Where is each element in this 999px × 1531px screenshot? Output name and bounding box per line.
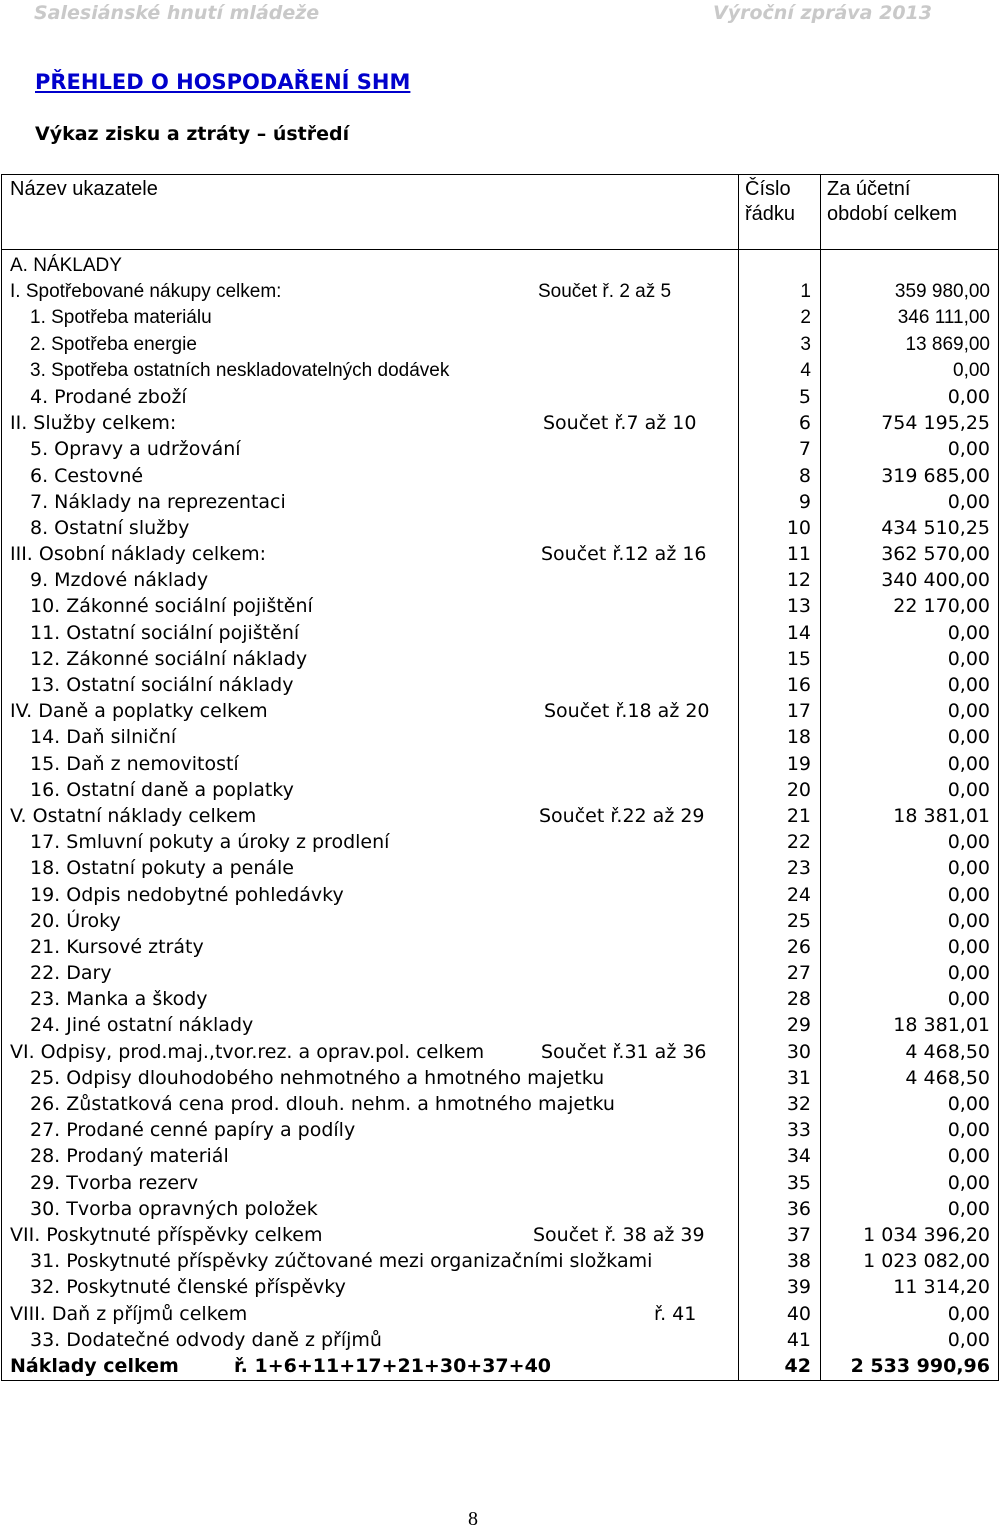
row-number: 33: [786, 1119, 811, 1142]
table-row-name: [2, 384, 738, 410]
row-value: 0,00: [947, 674, 990, 696]
table-row-name: [2, 279, 738, 305]
row-label: 6. Cestovné: [30, 464, 144, 487]
row-value: [821, 253, 998, 279]
table-row-name: [2, 960, 738, 986]
row-number: 13: [786, 595, 811, 618]
table-header-row: [2, 175, 999, 250]
row-value: 22 170,00: [893, 595, 990, 618]
row-label: 5. Opravy a udržování: [30, 438, 241, 461]
row-label: 2. Spotřeba energie: [30, 333, 197, 355]
row-value: 754 195,25: [881, 412, 990, 435]
row-value: 18 381,01: [893, 1014, 990, 1037]
row-number: 3: [800, 333, 811, 355]
row-label: 25. Odpisy dlouhodobého nehmotného a hmotného majetku: [30, 1066, 605, 1089]
row-value: 2 533 990,96: [850, 1354, 990, 1377]
row-value: 0,00: [947, 935, 990, 958]
row-number: 24: [786, 883, 811, 906]
row-value: 340 400,00: [881, 569, 990, 592]
row-number: 4: [800, 359, 811, 381]
row-number: 22: [786, 831, 811, 854]
row-number: 27: [786, 962, 811, 985]
row-label: 21. Kursové ztráty: [30, 935, 204, 958]
table-row-name: [2, 908, 738, 934]
row-label: 27. Prodané cenné papíry a podíly: [30, 1119, 356, 1142]
profit-loss-table: [1, 174, 999, 1381]
row-number: 16: [786, 674, 811, 696]
row-number: 39: [786, 1276, 811, 1299]
row-numbers-column: [739, 250, 821, 1381]
row-value: 359 980,00: [894, 281, 990, 303]
row-number: 11: [786, 543, 811, 566]
row-value: 0,00: [947, 988, 990, 1011]
row-label: 19. Odpis nedobytné pohledávky: [30, 883, 344, 906]
row-label: 7. Náklady na reprezentaci: [30, 490, 286, 513]
row-number: 15: [786, 647, 811, 670]
row-value: 0,00: [947, 857, 990, 880]
table-row-name: [2, 777, 738, 803]
row-label: 24. Jiné ostatní náklady: [30, 1014, 254, 1037]
row-value: 1 034 396,20: [863, 1223, 990, 1246]
row-label: 14. Daň silniční: [30, 726, 177, 749]
col-header-value-line2: období celkem: [827, 203, 958, 225]
table-row-name: [2, 332, 738, 358]
table-row-name: [2, 410, 738, 436]
row-number: [739, 253, 820, 279]
table-row-name: [2, 541, 738, 567]
col-header-row-number-line1: Číslo: [745, 178, 791, 200]
table-row-name: [2, 593, 738, 619]
row-number: 18: [786, 726, 811, 749]
row-value: 0,00: [947, 1302, 990, 1325]
table-row-name: [2, 1117, 738, 1143]
row-label: 23. Manka a škody: [30, 988, 208, 1011]
table-row-name: [2, 1143, 738, 1169]
row-number: 8: [798, 464, 811, 487]
table-row-name: [2, 646, 738, 672]
row-number: 34: [786, 1145, 811, 1168]
header-org-name: Salesiánské hnutí mládeže: [34, 2, 320, 24]
row-number: 5: [798, 385, 811, 408]
table-row-name: [2, 934, 738, 960]
table-row-name: [2, 724, 738, 750]
values-column: [821, 250, 999, 1381]
row-label: 28. Prodaný materiál: [30, 1145, 229, 1168]
row-label: 20. Úroky: [30, 909, 121, 932]
row-number: 1: [800, 281, 811, 303]
row-label: 16. Ostatní daně a poplatky: [30, 778, 294, 801]
row-label: 3. Spotřeba ostatních neskladovatelných dodávek: [30, 359, 450, 381]
row-number: 29: [786, 1014, 811, 1037]
row-label: 18. Ostatní pokuty a penále: [30, 857, 294, 880]
row-value: 0,00: [947, 831, 990, 854]
row-label: 32. Poskytnuté členské příspěvky: [30, 1276, 346, 1299]
row-label: 8. Ostatní služby: [30, 516, 190, 539]
table-row-name: [2, 1196, 738, 1222]
row-label: 30. Tvorba opravných položek: [30, 1197, 318, 1220]
row-value: 0,00: [947, 1171, 990, 1194]
row-number: 6: [798, 412, 811, 435]
row-label: VIII. Daň z příjmů celkem: [10, 1302, 248, 1325]
row-number: 30: [786, 1040, 811, 1063]
row-label: 26. Zůstatková cena prod. dlouh. nehm. a hmotného majetku: [30, 1093, 615, 1115]
row-sum-formula: Součet ř. 38 až 39: [533, 1223, 705, 1246]
row-label: Náklady celkem: [10, 1354, 179, 1377]
row-value: 0,00: [947, 1328, 990, 1351]
col-header-row-number: [739, 175, 821, 250]
row-sum-formula: Součet ř.31 až 36: [541, 1040, 707, 1063]
row-value: 0,00: [947, 621, 990, 644]
row-number: 41: [786, 1328, 811, 1351]
row-value: 0,00: [947, 1145, 990, 1168]
table-row-name: [2, 489, 738, 515]
row-sum-formula: ř. 41: [654, 1302, 697, 1325]
row-label: I. Spotřebované nákupy celkem:: [10, 281, 282, 303]
row-number: 38: [786, 1250, 811, 1273]
table-row-name: [2, 803, 738, 829]
table-row-name: [2, 1012, 738, 1038]
row-number: 32: [786, 1093, 811, 1115]
row-label: 11. Ostatní sociální pojištění: [30, 621, 300, 644]
col-header-name: [2, 175, 739, 250]
table-row-name: [2, 253, 738, 279]
table-row-name: [2, 358, 738, 384]
row-sum-formula: Součet ř.22 až 29: [539, 804, 705, 827]
page-subtitle: Výkaz zisku a ztráty – ústředí: [35, 123, 350, 145]
table-row-name: [2, 1301, 738, 1327]
row-value: 11 314,20: [893, 1276, 990, 1299]
names-column: [2, 250, 739, 1381]
row-number: 7: [798, 438, 811, 461]
header-report-name: Výroční zpráva 2013: [713, 2, 932, 24]
table-row-name: [2, 305, 738, 331]
row-label: A. NÁKLADY: [10, 255, 122, 276]
row-label: II. Služby celkem:: [10, 412, 177, 435]
page-title: PŘEHLED O HOSPODAŘENÍ SHM: [35, 70, 411, 94]
row-label: 13. Ostatní sociální náklady: [30, 674, 294, 696]
row-label: 31. Poskytnuté příspěvky zúčtované mezi organizačními složkami: [30, 1250, 653, 1273]
table-row-name: [2, 1248, 738, 1274]
row-value: 346 111,00: [897, 307, 990, 329]
col-header-name-text: Název ukazatele: [10, 178, 158, 200]
row-value: 0,00: [947, 909, 990, 932]
row-number: 17: [786, 700, 811, 723]
table-row-name: [2, 1170, 738, 1196]
table-row-name: [2, 1222, 738, 1248]
page-number: 8: [468, 1508, 478, 1530]
row-value: 0,00: [947, 490, 990, 513]
row-value: 0,00: [947, 883, 990, 906]
row-sum-formula: Součet ř. 2 až 5: [538, 281, 672, 303]
row-value: 0,00: [953, 359, 990, 381]
row-number: 10: [786, 516, 811, 539]
row-sum-formula: Součet ř.7 až 10: [543, 412, 697, 435]
row-number: 37: [786, 1223, 811, 1246]
col-header-row-number-line2: řádku: [745, 203, 796, 225]
row-label: 17. Smluvní pokuty a úroky z prodlení: [30, 831, 390, 854]
row-number: 12: [786, 569, 811, 592]
row-label: IV. Daně a poplatky celkem: [10, 700, 268, 723]
row-value: 434 510,25: [881, 516, 990, 539]
table-row-name: [2, 672, 738, 698]
row-value: 0,00: [947, 778, 990, 801]
row-sum-formula: Součet ř.12 až 16: [541, 543, 707, 566]
row-value: 0,00: [947, 1197, 990, 1220]
table-row-name: [2, 1091, 738, 1117]
table-row-name: [2, 986, 738, 1012]
row-value: 18 381,01: [893, 804, 990, 827]
row-number: 20: [786, 778, 811, 801]
row-label: VII. Poskytnuté příspěvky celkem: [10, 1223, 323, 1246]
row-number: 25: [786, 909, 811, 932]
col-header-value: [821, 175, 999, 250]
row-label: 9. Mzdové náklady: [30, 569, 209, 592]
row-value: 0,00: [947, 438, 990, 461]
table-row-name: [2, 515, 738, 541]
row-sum-formula: ř. 1+6+11+17+21+30+37+40: [234, 1354, 552, 1377]
row-number: 23: [786, 857, 811, 880]
row-value: 0,00: [947, 726, 990, 749]
table-row-name: [2, 855, 738, 881]
row-number: 14: [786, 621, 811, 644]
row-number: 28: [786, 988, 811, 1011]
row-label: 1. Spotřeba materiálu: [30, 307, 212, 329]
row-number: 35: [786, 1171, 811, 1194]
table-body-row: [2, 250, 999, 1381]
row-label: 33. Dodatečné odvody daně z příjmů: [30, 1328, 382, 1351]
row-label: 10. Zákonné sociální pojištění: [30, 595, 313, 618]
table-row-name: [2, 829, 738, 855]
row-number: 36: [786, 1197, 811, 1220]
table-row-name: [2, 1327, 738, 1353]
row-value: 0,00: [947, 962, 990, 985]
row-number: 26: [786, 935, 811, 958]
table-row-name: [2, 882, 738, 908]
row-value: 13 869,00: [905, 333, 990, 355]
row-label: 22. Dary: [30, 962, 112, 985]
row-value: 0,00: [947, 647, 990, 670]
row-number: 19: [786, 752, 811, 775]
table-row-name: [2, 751, 738, 777]
row-value: 4 468,50: [905, 1040, 990, 1063]
row-number: 40: [786, 1302, 811, 1325]
row-value: 0,00: [947, 385, 990, 408]
row-number: 21: [786, 804, 811, 827]
row-number: 9: [798, 490, 811, 513]
row-label: V. Ostatní náklady celkem: [10, 804, 257, 827]
row-value: 1 023 082,00: [863, 1250, 990, 1273]
row-value: 0,00: [947, 1119, 990, 1142]
row-number: 42: [784, 1354, 811, 1377]
row-label: 15. Daň z nemovitostí: [30, 752, 239, 775]
row-number: 2: [800, 307, 811, 329]
col-header-value-line1: Za účetní: [827, 178, 911, 200]
table-row-name: [2, 567, 738, 593]
table-row-name: [2, 620, 738, 646]
row-label: VI. Odpisy, prod.maj.,tvor.rez. a oprav.pol. celkem: [10, 1040, 485, 1063]
row-label: 29. Tvorba rezerv: [30, 1171, 199, 1194]
table-row-name: [2, 1274, 738, 1300]
row-value: 0,00: [947, 700, 990, 723]
row-label: 4. Prodané zboží: [30, 385, 187, 408]
row-sum-formula: Součet ř.18 až 20: [544, 700, 710, 723]
row-value: 0,00: [947, 752, 990, 775]
table-row-name: [2, 698, 738, 724]
row-label: III. Osobní náklady celkem:: [10, 543, 267, 566]
row-number: 31: [786, 1066, 811, 1089]
table-row-name: [2, 463, 738, 489]
table-row-name: [2, 1353, 738, 1379]
row-value: 0,00: [947, 1093, 990, 1115]
row-value: 362 570,00: [881, 543, 990, 566]
table-row-name: [2, 1065, 738, 1091]
row-value: 4 468,50: [905, 1066, 990, 1089]
row-label: 12. Zákonné sociální náklady: [30, 647, 308, 670]
table-row-name: [2, 436, 738, 462]
table-row-name: [2, 1039, 738, 1065]
row-value: 319 685,00: [881, 464, 990, 487]
